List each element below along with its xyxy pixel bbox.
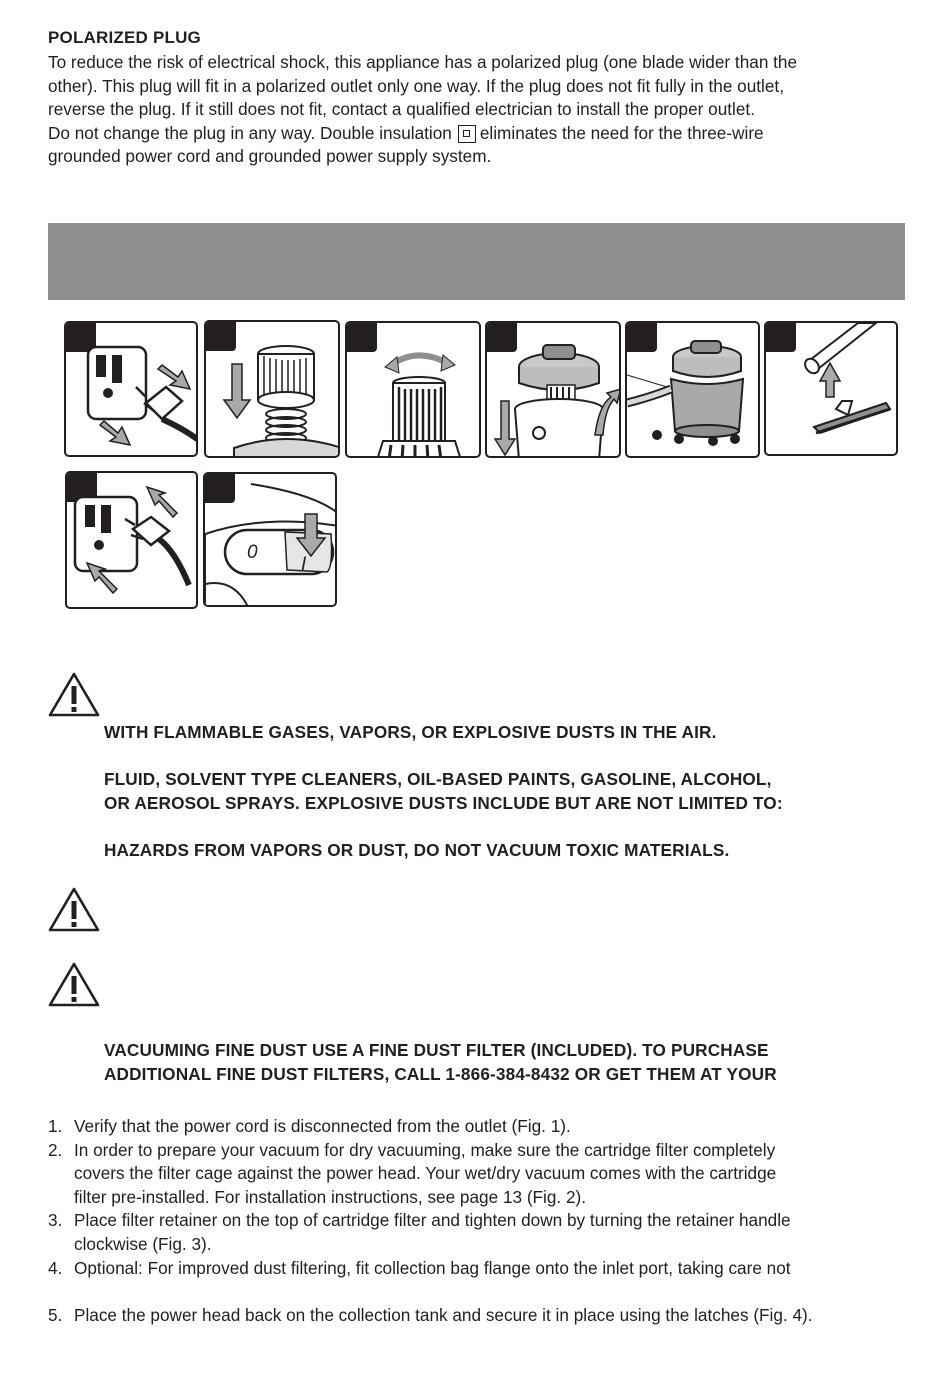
instruction-steps <box>48 1115 928 1327</box>
warning-text: HAZARDS FROM VAPORS OR DUST, DO NOT VACUUM TOXIC MATERIALS. <box>104 840 730 860</box>
figure-2 <box>204 320 340 458</box>
figure-4 <box>485 321 621 458</box>
step-text: Optional: For improved dust filtering, fit collection bag flange onto the inlet port, taking care not <box>74 1257 791 1278</box>
double-insulation-icon <box>458 125 476 143</box>
step-text: Place the power head back on the collection tank and secure it in place using the latches (Fig. 4). <box>74 1304 813 1325</box>
paragraph-line: reverse the plug. If it still does not fit, contact a qualified electrician to install the proper outlet. <box>48 99 755 120</box>
list-item <box>48 1115 928 1139</box>
paragraph-line: other). This plug will fit in a polarized outlet only one way. If the plug does not fit fully in the outlet, <box>48 75 784 96</box>
figure-6 <box>764 321 898 456</box>
step-number: 3. <box>48 1210 63 1231</box>
section-heading-polarized-plug: POLARIZED PLUG <box>48 28 201 47</box>
section-banner <box>48 223 905 300</box>
figure-7 <box>65 471 198 609</box>
paragraph-text: eliminates the need for the three-wire <box>479 122 764 143</box>
warning-triangle-icon <box>48 886 100 932</box>
step-number: 1. <box>48 1116 63 1136</box>
power-head-latching-illustration <box>487 323 621 458</box>
warning-text: OR AEROSOL SPRAYS. EXPLOSIVE DUSTS INCLUDE BUT ARE NOT LIMITED TO: <box>104 793 783 813</box>
paragraph-text: Do not change the plug in any way. Double insulation <box>48 122 452 143</box>
switch-on-label: I <box>301 554 307 575</box>
list-item <box>48 1257 928 1281</box>
step-text: Place filter retainer on the top of cartridge filter and tighten down by turning the retainer handle <box>74 1210 791 1231</box>
list-item <box>48 1304 928 1328</box>
list-item <box>48 1209 928 1256</box>
warning-text: FLUID, SOLVENT TYPE CLEANERS, OIL-BASED PAINTS, GASOLINE, ALCOHOL, <box>104 769 772 789</box>
list-item <box>48 1139 928 1210</box>
figure-3 <box>345 321 481 458</box>
step-text: clockwise (Fig. 3). <box>74 1233 212 1254</box>
figure-8 <box>203 472 337 607</box>
step-text: Verify that the power cord is disconnected from the outlet (Fig. 1). <box>74 1116 571 1136</box>
paragraph-line: To reduce the risk of electrical shock, this appliance has a polarized plug (one blade wider than the <box>48 52 798 72</box>
figure-5 <box>625 321 760 458</box>
figure-1 <box>64 321 198 457</box>
hose-connected-illustration <box>627 323 760 458</box>
warning-triangle-icon <box>48 961 100 1007</box>
step-text: filter pre-installed. For installation instructions, see page 13 (Fig. 2). <box>74 1186 587 1207</box>
plug-inserted-illustration <box>67 473 198 609</box>
polarized-plug-paragraph <box>48 51 918 169</box>
floor-nozzle-illustration <box>766 323 898 456</box>
warning-text: VACUUMING FINE DUST USE A FINE DUST FILTER (INCLUDED). TO PURCHASE <box>104 1040 769 1060</box>
step-text: In order to prepare your vacuum for dry vacuuming, make sure the cartridge filter completely <box>74 1139 776 1160</box>
step-text: covers the filter cage against the power head. Your wet/dry vacuum comes with the cartridge <box>74 1163 777 1184</box>
cartridge-filter-illustration <box>206 322 340 458</box>
warning-text: WITH FLAMMABLE GASES, VAPORS, OR EXPLOSIVE DUSTS IN THE AIR. <box>104 722 717 742</box>
warning-text: ADDITIONAL FINE DUST FILTERS, CALL 1-866-384-8432 OR GET THEM AT YOUR <box>104 1064 777 1084</box>
paragraph-line <box>48 122 918 146</box>
paragraph-line: grounded power cord and grounded power supply system. <box>48 146 492 167</box>
switch-off-label: 0 <box>247 542 258 563</box>
step-number: 2. <box>48 1139 63 1160</box>
filter-retainer-illustration <box>347 323 481 458</box>
step-number: 4. <box>48 1257 63 1278</box>
plug-unplugged-illustration <box>66 323 198 457</box>
step-number: 5. <box>48 1304 63 1325</box>
power-switch-illustration <box>205 474 337 607</box>
warning-triangle-icon <box>48 671 100 717</box>
